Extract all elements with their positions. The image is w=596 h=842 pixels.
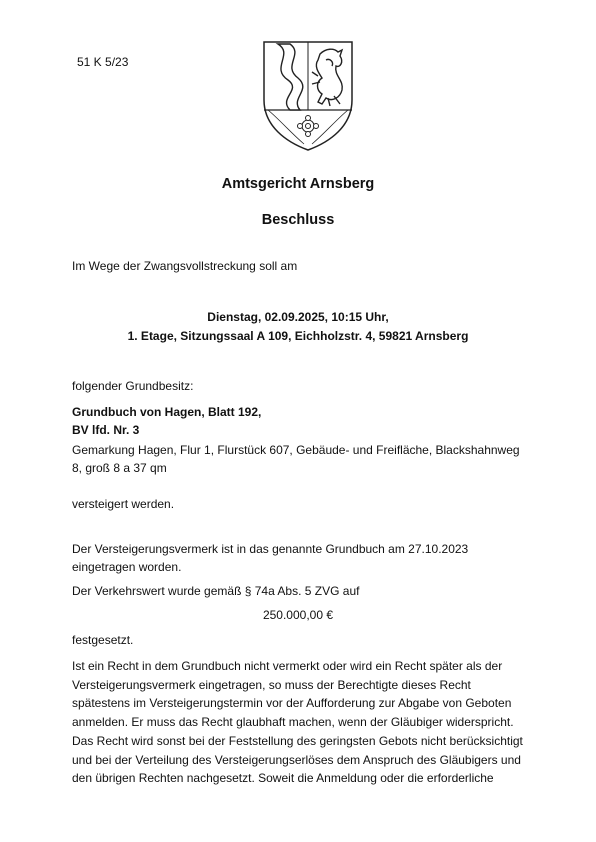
verkehrswert-intro: Der Verkehrswert wurde gemäß § 74a Abs. 5 ZVG auf (72, 584, 360, 598)
verkehrswert-amount: 250.000,00 € (262, 608, 334, 622)
vermerk-text: Der Versteigerungsvermerk ist in das genannte Grundbuch am 27.10.2023 eingetragen worden. (72, 542, 469, 574)
gemarkung-description: Gemarkung Hagen, Flur 1, Flurstück 607, Gebäude- und Freifläche, Blackshahnweg 8, groß 8 a 37 qm (72, 443, 520, 475)
festgesetzt-text: festgesetzt. (72, 633, 134, 647)
property-intro: folgender Grundbesitz: (72, 379, 194, 393)
grundbuch-reference: Grundbuch von Hagen, Blatt 192, (72, 405, 262, 419)
court-name: Amtsgericht Arnsberg (221, 176, 375, 192)
bv-number: BV lfd. Nr. 3 (72, 423, 140, 437)
rights-notice-paragraph: Ist ein Recht in dem Grundbuch nicht vermerkt oder wird ein Recht später als der Versteigerungsvermerk eingetragen, so muss der Berechtigte dieses Recht spätestens im Versteigerungstermin vor der Aufforderung zur Abgabe von Geboten anmelden. Er muss das Recht glaubhaft machen, wenn der Gläubiger widerspricht. Das Recht wird sonst bei der Feststellung des geringsten Gebots nicht berücksichtigt und bei der Verteilung des Versteigerungserlöses dem Anspruch des Gläubigers und den übrigen Rechten nachgesetzt. Soweit die Anmeldung oder die erforderliche (72, 659, 523, 786)
auction-date: Dienstag, 02.09.2025, 10:15 Uhr, (207, 310, 389, 324)
auction-location: 1. Etage, Sitzungssaal A 109, Eichholzstr. 4, 59821 Arnsberg (127, 329, 469, 343)
file-reference: 51 K 5/23 (77, 55, 129, 69)
intro-text: Im Wege der Zwangsvollstreckung soll am (72, 259, 298, 273)
nrw-coat-of-arms-icon (260, 36, 356, 154)
document-title: Beschluss (261, 212, 335, 228)
versteigert-text: versteigert werden. (72, 497, 175, 511)
